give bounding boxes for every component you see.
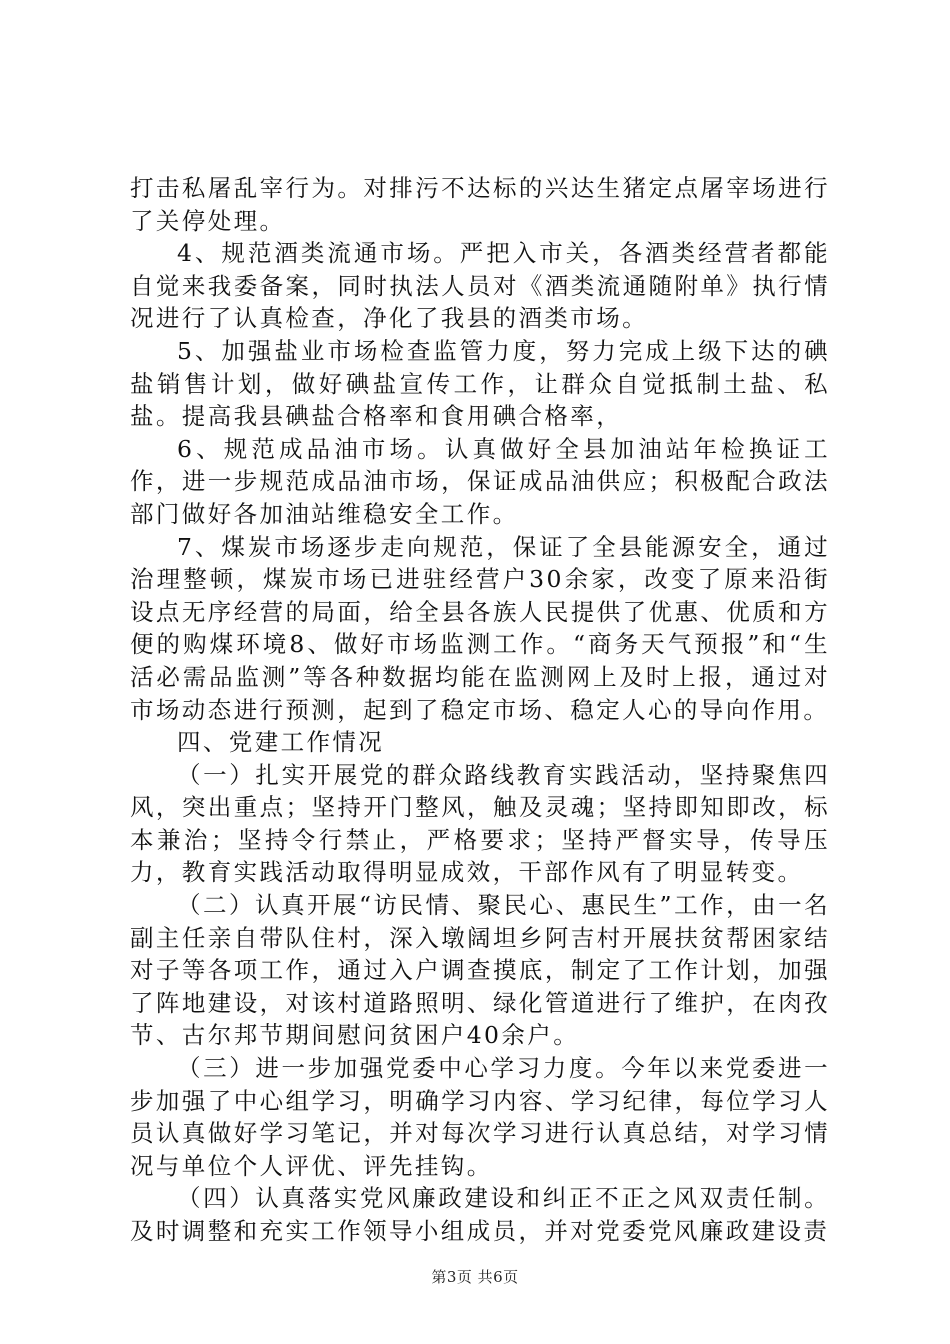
paragraph-3: 5、加强盐业市场检查监管力度，努力完成上级下达的碘盐销售计划，做好碘盐宣传工作，让群众自觉抵制土盐、私盐。提高我县碘盐合格率和食用碘合格率， (130, 336, 830, 431)
paragraph-2: 4、规范酒类流通市场。严把入市关，各酒类经营者都能自觉来我委备案，同时执法人员对《酒类流通随附单》执行情况进行了认真检查，净化了我县的酒类市场。 (130, 239, 830, 333)
page-number-footer: 第3页 共6页 (431, 1268, 519, 1286)
paragraph-4: 6、规范成品油市场。认真做好全县加油站年检换证工作，进一步规范成品油市场，保证成品油供应；积极配合政法部门做好各加油站维稳安全工作。 (130, 434, 830, 528)
document-body (130, 172, 830, 1248)
paragraph-1: 打击私屠乱宰行为。对排污不达标的兴达生猪定点屠宰场进行了关停处理。 (130, 174, 830, 235)
section-heading: 四、党建工作情况 (177, 728, 385, 757)
paragraph-5: 7、煤炭市场逐步走向规范，保证了全县能源安全，通过治理整顿，煤炭市场已进驻经营户30余家，改变了原来沿街设点无序经营的局面，给全县各族人民提供了优惠、优质和方便的购煤环境8、做好市场监测工作。“商务天气预报”和“生活必需品监测”等各种数据均能在监测网上及时上报，通过对市场动态进行预测，起到了稳定市场、稳定人心的导向作用。 (130, 532, 830, 724)
paragraph-8: （二）认真开展“访民情、聚民心、惠民生”工作，由一名副主任亲自带队住村，深入墩阔坦乡阿吉村开展扶贫帮困家结对子等各项工作，通过入户调查摸底，制定了工作计划，加强了阵地建设，对该村道路照明、绿化管道进行了维护，在肉孜节、古尔邦节期间慰问贫困户40余户。 (130, 891, 830, 1050)
paragraph-7: （一）扎实开展党的群众路线教育实践活动，坚持聚焦四风，突出重点；坚持开门整风，触及灵魂；坚持即知即改，标本兼治；坚持令行禁止，严格要求；坚持严督实导，传导压力，教育实践活动取得明显成效，干部作风有了明显转变。 (130, 760, 830, 887)
paragraph-10: （四）认真落实党风廉政建设和纠正不正之风双责任制。及时调整和充实工作领导小组成员，并对党委党风廉政建设责 (130, 1184, 830, 1245)
paragraph-9: （三）进一步加强党委中心学习力度。今年以来党委进一步加强了中心组学习，明确学习内容、学习纪律，每位学习人员认真做好学习笔记，并对每次学习进行认真总结，对学习情况与单位个人评优、评先挂钩。 (130, 1054, 830, 1180)
